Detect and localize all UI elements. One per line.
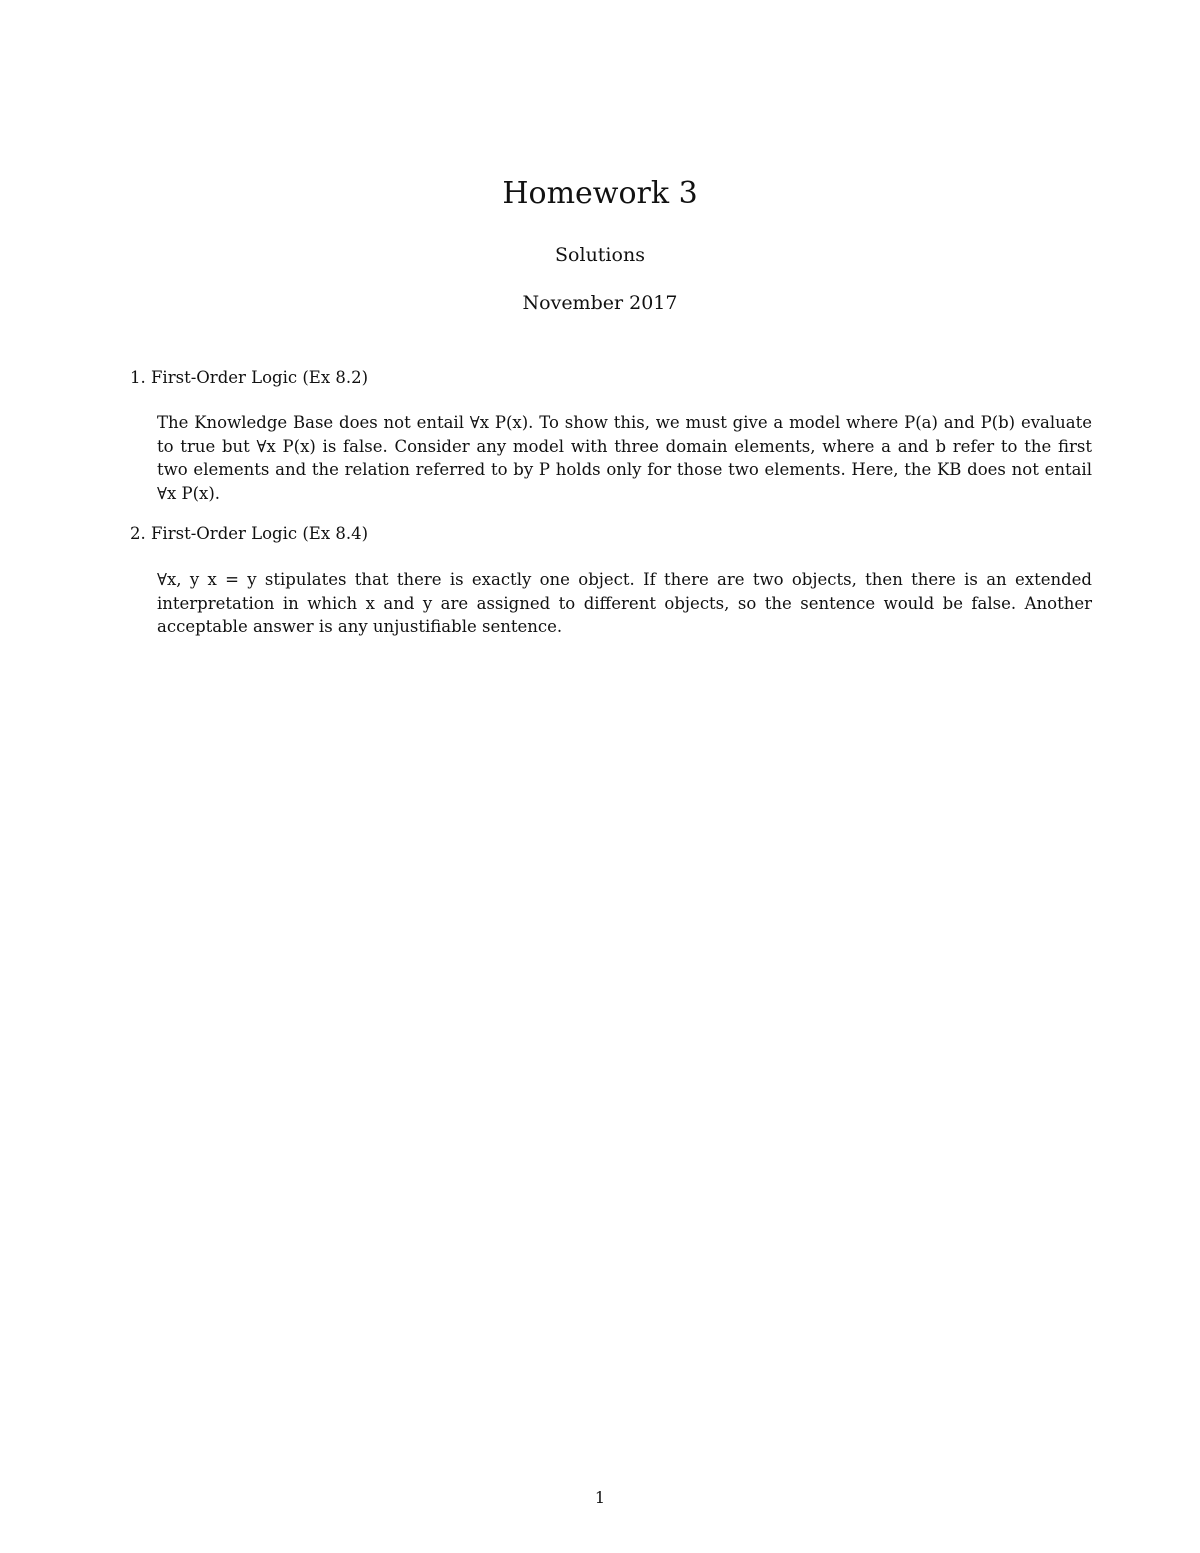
page-number: 1 [594, 1488, 606, 1507]
problem-2-body: ∀x, y x = y stipulates that there is exactly one object. If there are two objects, then there is an extended interpretation in which x and y are assigned to different objects, so the sentence would be false. Another acceptable answer is any unjustifiable sentence. [157, 570, 1092, 636]
problem-2-heading: 2. First-Order Logic (Ex 8.4) [130, 524, 369, 543]
document-subtitle: Solutions [555, 244, 645, 266]
problem-1-body: The Knowledge Base does not entail ∀x P(x). To show this, we must give a model where P(a) and P(b) evaluate to true but ∀x P(x) is false. Consider any model with three domain elements, where a and b refer to the first two elements and the relation referred to by P holds only for those two elements. Here, the KB does not entail ∀x P(x). [157, 413, 1092, 503]
problem-1-heading: 1. First-Order Logic (Ex 8.2) [130, 368, 369, 387]
document-date: November 2017 [522, 292, 678, 314]
document-title: Homework 3 [502, 176, 698, 211]
